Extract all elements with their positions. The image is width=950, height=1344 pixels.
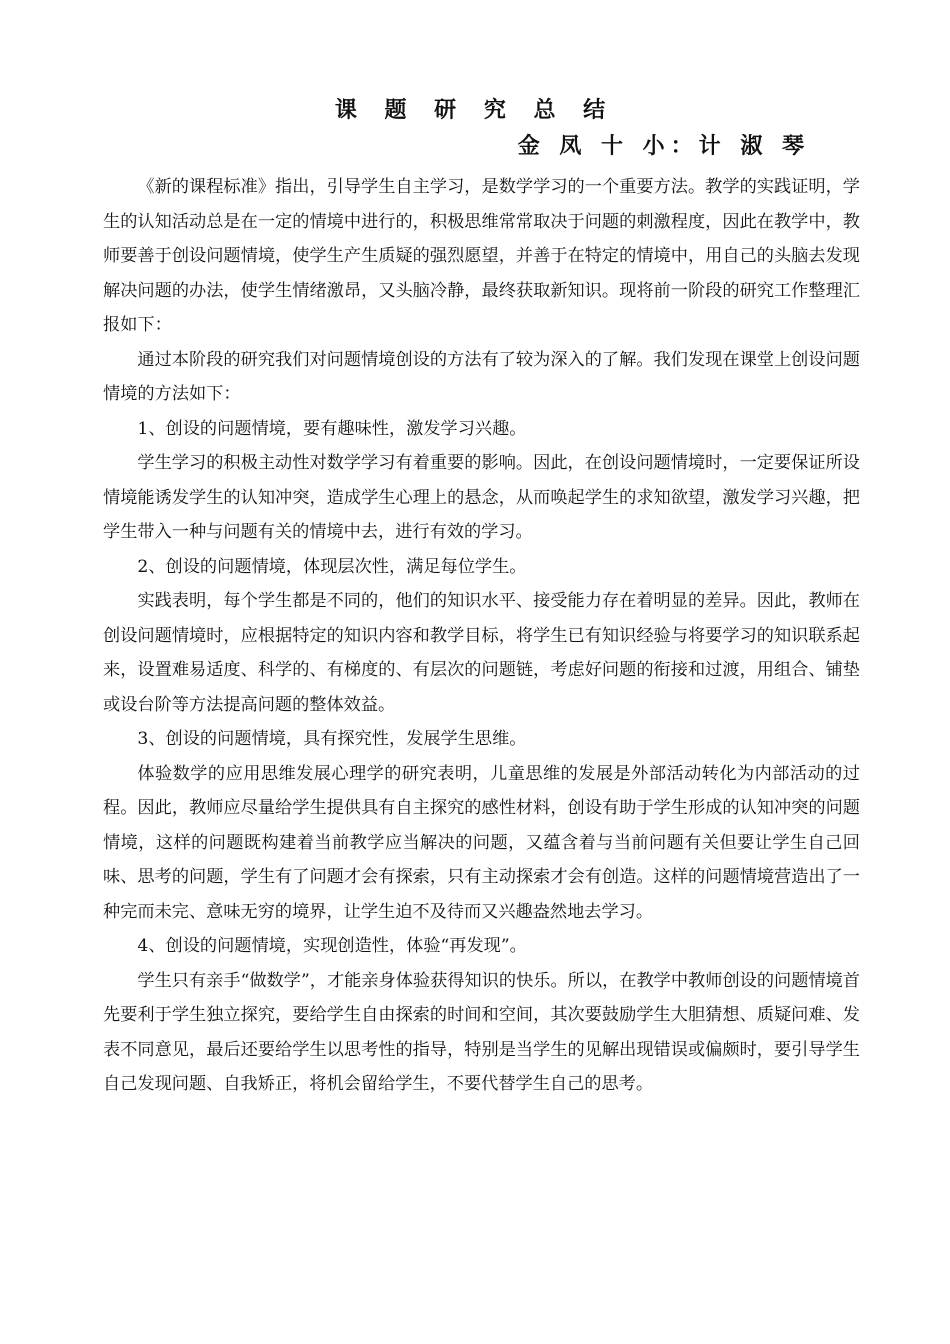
paragraph-section-2: 实践表明，每个学生都是不同的，他们的知识水平、接受能力存在着明显的差异。因此，教师在创设问题情境时，应根据特定的知识内容和教学目标，将学生已有知识经验与将要学习的知识联系起来，设置难易适度、科学的、有梯度的、有层次的问题链，考虑好问题的衔接和过渡，用组合、铺垫或设台阶等方法提高问题的整体效益。 xyxy=(103,591,860,715)
paragraph-section-4: 学生只有亲手“做数学”，才能亲身体验获得知识的快乐。所以，在教学中教师创设的问题情境首先要利于学生独立探究，要给学生自由探索的时间和空间，其次要鼓励学生大胆猜想、质疑问难、发表不同意见，最后还要给学生以思考性的指导，特别是当学生的见解出现错误或偏颇时，要引导学生自己发现问题、自我矫正，将机会留给学生，不要代替学生自己的思考。 xyxy=(103,970,860,1094)
section-heading-2: 2、创设的问题情境，体现层次性，满足每位学生。 xyxy=(137,556,527,577)
paragraph-intro: 《新的课程标准》指出，引导学生自主学习，是数学学习的一个重要方法。教学的实践证明，学生的认知活动总是在一定的情境中进行的，积极思维常常取决于问题的刺激程度，因此在教学中，教师要善于创设问题情境，使学生产生质疑的强烈愿望，并善于在特定的情境中，用自己的头脑去发现解决问题的办法，使学生情绪激昂，又头脑冷静，最终获取新知识。现将前一阶段的研究工作整理汇报如下： xyxy=(103,177,860,335)
document-author: 金 凤 十 小：计 淑 琴 xyxy=(517,134,810,159)
document-title: 课 题 研 究 总 结 xyxy=(334,98,616,123)
paragraph-methods-intro: 通过本阶段的研究我们对问题情境创设的方法有了较为深入的了解。我们发现在课堂上创设问题情境的方法如下： xyxy=(103,349,860,404)
paragraph-section-3: 体验数学的应用思维发展心理学的研究表明，儿童思维的发展是外部活动转化为内部活动的过程。因此，教师应尽量给学生提供具有自主探究的感性材料，创设有助于学生形成的认知冲突的问题情境，这样的问题既构建着当前教学应当解决的问题，又蕴含着与当前问题有关但要让学生自己回味、思考的问题，学生有了问题才会有探索，只有主动探索才会有创造。这样的问题情境营造出了一种完而未完、意味无穷的境界，让学生迫不及待而又兴趣盎然地去学习。 xyxy=(103,763,860,922)
section-heading-4: 4、创设的问题情境，实现创造性，体验“再发现”。 xyxy=(137,936,527,956)
section-heading-3: 3、创设的问题情境，具有探究性，发展学生思维。 xyxy=(137,729,527,749)
document-body xyxy=(103,170,860,1102)
section-heading-1: 1、创设的问题情境，要有趣味性，激发学习兴趣。 xyxy=(137,418,527,439)
paragraph-section-1: 学生学习的积极主动性对数学学习有着重要的影响。因此，在创设问题情境时，一定要保证所设情境能诱发学生的认知冲突，造成学生心理上的悬念，从而唤起学生的求知欲望，激发学习兴趣，把学生带入一种与问题有关的情境中去，进行有效的学习。 xyxy=(103,453,860,542)
